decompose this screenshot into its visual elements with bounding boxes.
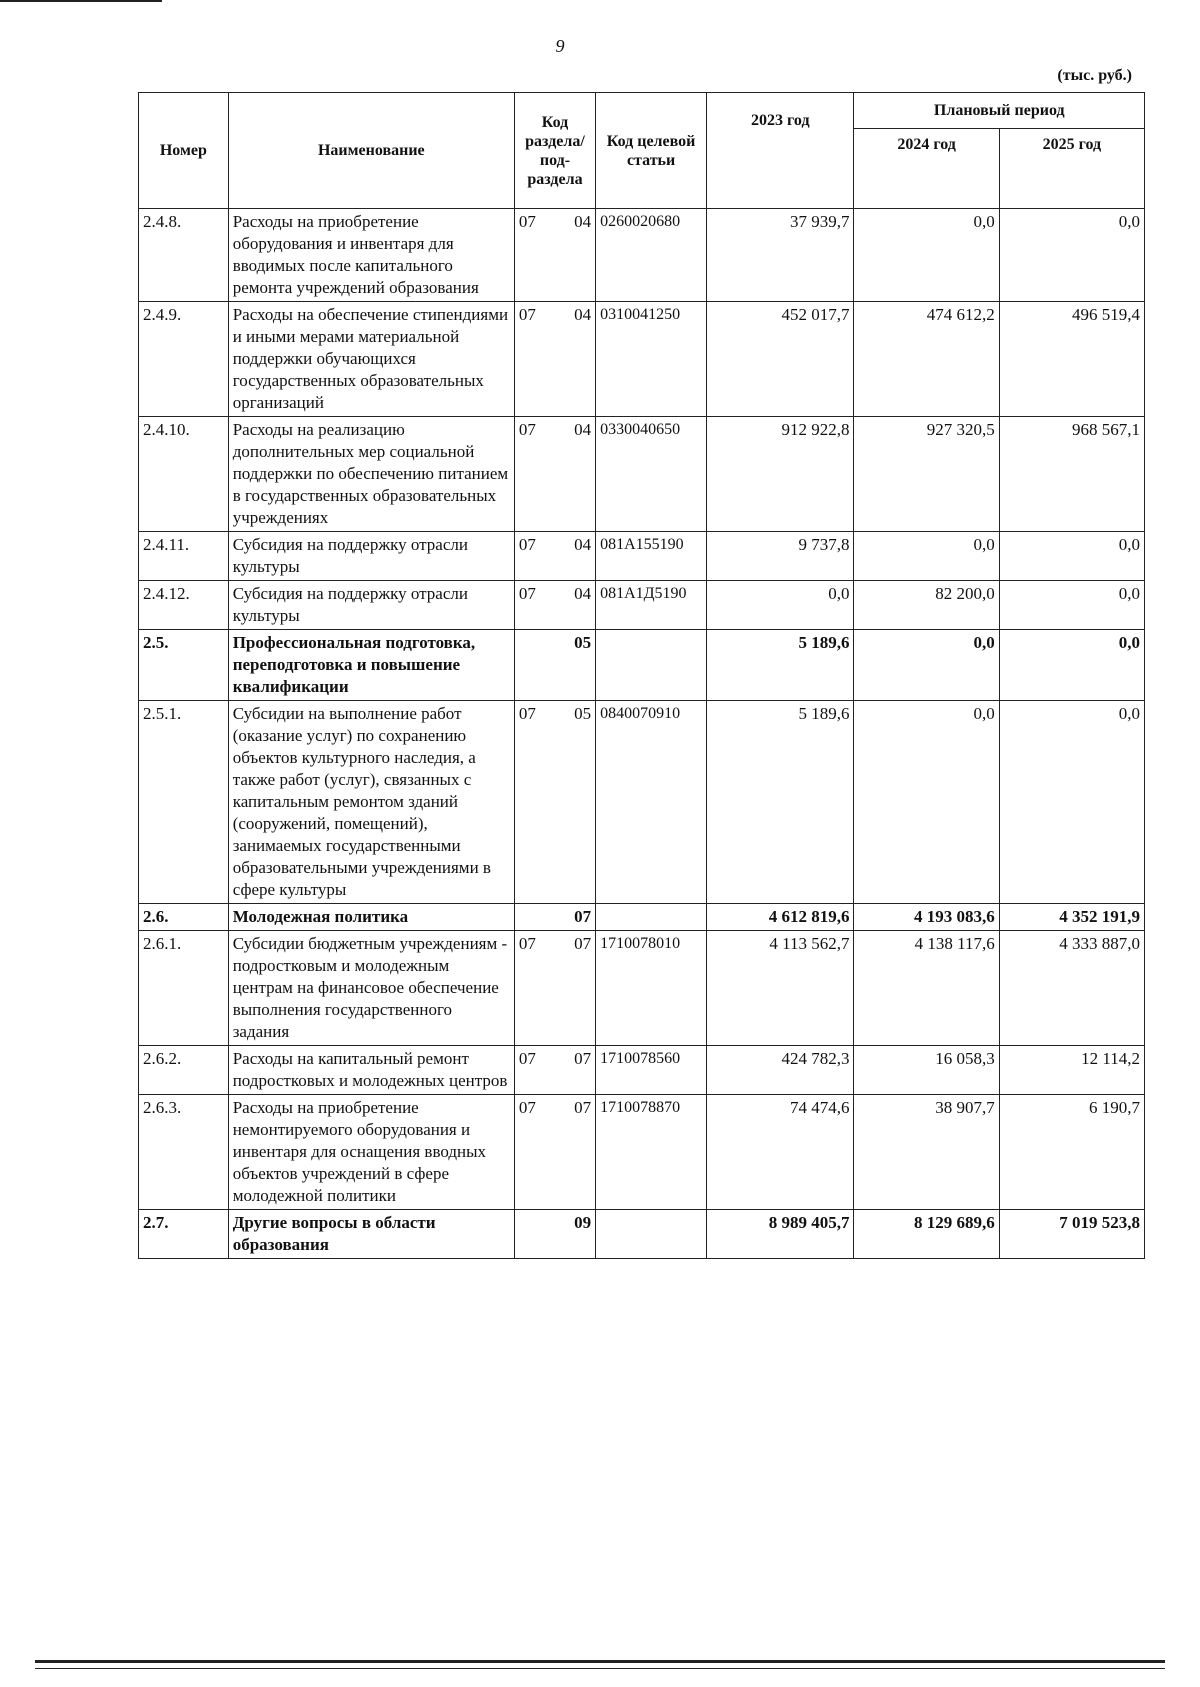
row-target-code: 0330040650 [596, 417, 707, 532]
table-row [139, 931, 1145, 1046]
row-value-2024: 16 058,3 [854, 1046, 999, 1095]
row-name: Молодежная политика [228, 904, 514, 931]
row-target-code: 081А1Д5190 [596, 581, 707, 630]
row-target-code: 0260020680 [596, 209, 707, 302]
row-target-code: 081А155190 [596, 532, 707, 581]
row-value-2024: 0,0 [854, 630, 999, 701]
row-subsection: 04 [574, 420, 592, 439]
row-section-code [514, 1210, 595, 1259]
table-row [139, 417, 1145, 532]
row-subsection: 05 [574, 633, 592, 652]
row-value-2023: 452 017,7 [707, 302, 854, 417]
table-row [139, 701, 1145, 904]
row-value-2025: 0,0 [999, 581, 1144, 630]
row-number: 2.4.12. [139, 581, 229, 630]
row-number: 2.4.8. [139, 209, 229, 302]
row-number: 2.4.9. [139, 302, 229, 417]
row-name: Субсидия на поддержку отрасли культуры [228, 532, 514, 581]
row-value-2024: 0,0 [854, 701, 999, 904]
row-value-2023: 74 474,6 [707, 1095, 854, 1210]
row-target-code [596, 1210, 707, 1259]
row-value-2025: 968 567,1 [999, 417, 1144, 532]
row-section: 07 [518, 1049, 536, 1068]
row-value-2024: 474 612,2 [854, 302, 999, 417]
row-value-2023: 912 922,8 [707, 417, 854, 532]
row-section-code [514, 904, 595, 931]
row-value-2024: 38 907,7 [854, 1095, 999, 1210]
table-row [139, 532, 1145, 581]
row-name: Субсидии на выполнение работ (оказание услуг) по сохранению объектов культурного наследия, а также работ (услуг), связанных с капитальным ремонтом зданий (сооружений, помещений), занимаемых государственными образовательными учреждениями в сфере культуры [228, 701, 514, 904]
row-number: 2.6. [139, 904, 229, 931]
row-name: Другие вопросы в области образования [228, 1210, 514, 1259]
row-section: 07 [518, 1098, 536, 1117]
row-number: 2.7. [139, 1210, 229, 1259]
row-name: Расходы на реализацию дополнительных мер социальной поддержки по обеспечению питанием в государственных образовательных учреждениях [228, 417, 514, 532]
row-section-code [514, 1046, 595, 1095]
row-subsection: 05 [574, 704, 592, 723]
row-target-code: 1710078010 [596, 931, 707, 1046]
header-name: Наименование [228, 93, 514, 209]
table-row [139, 1095, 1145, 1210]
row-value-2023: 4 612 819,6 [707, 904, 854, 931]
table-row [139, 581, 1145, 630]
row-target-code: 0310041250 [596, 302, 707, 417]
row-value-2025: 0,0 [999, 209, 1144, 302]
row-target-code: 0840070910 [596, 701, 707, 904]
row-value-2023: 37 939,7 [707, 209, 854, 302]
top-rule-tick [150, 1, 162, 2]
bottom-rule-thin [35, 1668, 1165, 1669]
table-row [139, 1210, 1145, 1259]
row-subsection: 04 [574, 535, 592, 554]
row-value-2023: 424 782,3 [707, 1046, 854, 1095]
row-value-2025: 496 519,4 [999, 302, 1144, 417]
row-target-code: 1710078560 [596, 1046, 707, 1095]
row-target-code: 1710078870 [596, 1095, 707, 1210]
row-name: Расходы на приобретение немонтируемого оборудования и инвентаря для оснащения вводных объектов учреждений в сфере молодежной политики [228, 1095, 514, 1210]
table-row [139, 904, 1145, 931]
row-value-2024: 8 129 689,6 [854, 1210, 999, 1259]
row-number: 2.4.10. [139, 417, 229, 532]
row-subsection: 04 [574, 584, 592, 603]
row-number: 2.5. [139, 630, 229, 701]
row-value-2024: 4 193 083,6 [854, 904, 999, 931]
row-subsection: 07 [574, 1049, 592, 1068]
row-section: 07 [518, 535, 536, 554]
row-target-code [596, 904, 707, 931]
row-section-code [514, 1095, 595, 1210]
row-number: 2.6.3. [139, 1095, 229, 1210]
row-number: 2.5.1. [139, 701, 229, 904]
row-value-2024: 927 320,5 [854, 417, 999, 532]
row-value-2025: 0,0 [999, 630, 1144, 701]
row-number: 2.6.1. [139, 931, 229, 1046]
row-section: 07 [518, 584, 536, 603]
row-section-code [514, 209, 595, 302]
header-section-code: Код раздела/ под-раздела [514, 93, 595, 209]
header-number: Номер [139, 93, 229, 209]
header-planned-period: Плановый период [854, 93, 1145, 129]
row-value-2025: 0,0 [999, 701, 1144, 904]
header-target-code: Код целевой статьи [596, 93, 707, 209]
row-value-2024: 82 200,0 [854, 581, 999, 630]
row-value-2024: 0,0 [854, 532, 999, 581]
page-number: 9 [555, 36, 565, 56]
row-value-2023: 4 113 562,7 [707, 931, 854, 1046]
header-2024: 2024 год [854, 129, 999, 209]
units-label: (тыс. руб.) [1057, 67, 1132, 84]
row-section: 07 [518, 212, 536, 231]
row-target-code [596, 630, 707, 701]
row-subsection: 07 [574, 907, 592, 926]
row-section: 07 [518, 934, 536, 953]
row-section: 07 [518, 305, 536, 324]
header-2023: 2023 год [707, 93, 854, 209]
row-subsection: 04 [574, 305, 592, 324]
bottom-rule [35, 1660, 1165, 1663]
table-row [139, 302, 1145, 417]
row-section: 07 [518, 704, 536, 723]
budget-table [138, 92, 1145, 1259]
row-value-2023: 5 189,6 [707, 630, 854, 701]
row-name: Расходы на капитальный ремонт подростковых и молодежных центров [228, 1046, 514, 1095]
row-section-code [514, 417, 595, 532]
row-value-2025: 7 019 523,8 [999, 1210, 1144, 1259]
row-name: Расходы на приобретение оборудования и инвентаря для вводимых после капитального ремонта учреждений образования [228, 209, 514, 302]
row-subsection: 04 [574, 212, 592, 231]
table-body [139, 209, 1145, 1259]
row-value-2025: 0,0 [999, 532, 1144, 581]
row-value-2024: 4 138 117,6 [854, 931, 999, 1046]
row-subsection: 07 [574, 934, 592, 953]
row-value-2024: 0,0 [854, 209, 999, 302]
row-value-2023: 5 189,6 [707, 701, 854, 904]
row-section-code [514, 630, 595, 701]
row-name: Субсидии бюджетным учреждениям - подростковым и молодежным центрам на финансовое обеспечение выполнения государственного задания [228, 931, 514, 1046]
row-value-2025: 6 190,7 [999, 1095, 1144, 1210]
row-section: 07 [518, 420, 536, 439]
row-value-2023: 8 989 405,7 [707, 1210, 854, 1259]
row-section-code [514, 532, 595, 581]
row-value-2025: 4 333 887,0 [999, 931, 1144, 1046]
row-value-2023: 9 737,8 [707, 532, 854, 581]
row-value-2023: 0,0 [707, 581, 854, 630]
table-row [139, 1046, 1145, 1095]
row-subsection: 07 [574, 1098, 592, 1117]
table-row [139, 209, 1145, 302]
top-rule [0, 0, 162, 2]
row-subsection: 09 [574, 1213, 592, 1232]
row-number: 2.4.11. [139, 532, 229, 581]
row-section-code [514, 701, 595, 904]
row-section-code [514, 931, 595, 1046]
row-name: Расходы на обеспечение стипендиями и иными мерами материальной поддержки обучающихся государственных образовательных организаций [228, 302, 514, 417]
header-2025: 2025 год [999, 129, 1144, 209]
row-value-2025: 12 114,2 [999, 1046, 1144, 1095]
row-section-code [514, 302, 595, 417]
row-section-code [514, 581, 595, 630]
row-value-2025: 4 352 191,9 [999, 904, 1144, 931]
row-number: 2.6.2. [139, 1046, 229, 1095]
row-name: Профессиональная подготовка, переподготовка и повышение квалификации [228, 630, 514, 701]
row-name: Субсидия на поддержку отрасли культуры [228, 581, 514, 630]
table-row [139, 630, 1145, 701]
